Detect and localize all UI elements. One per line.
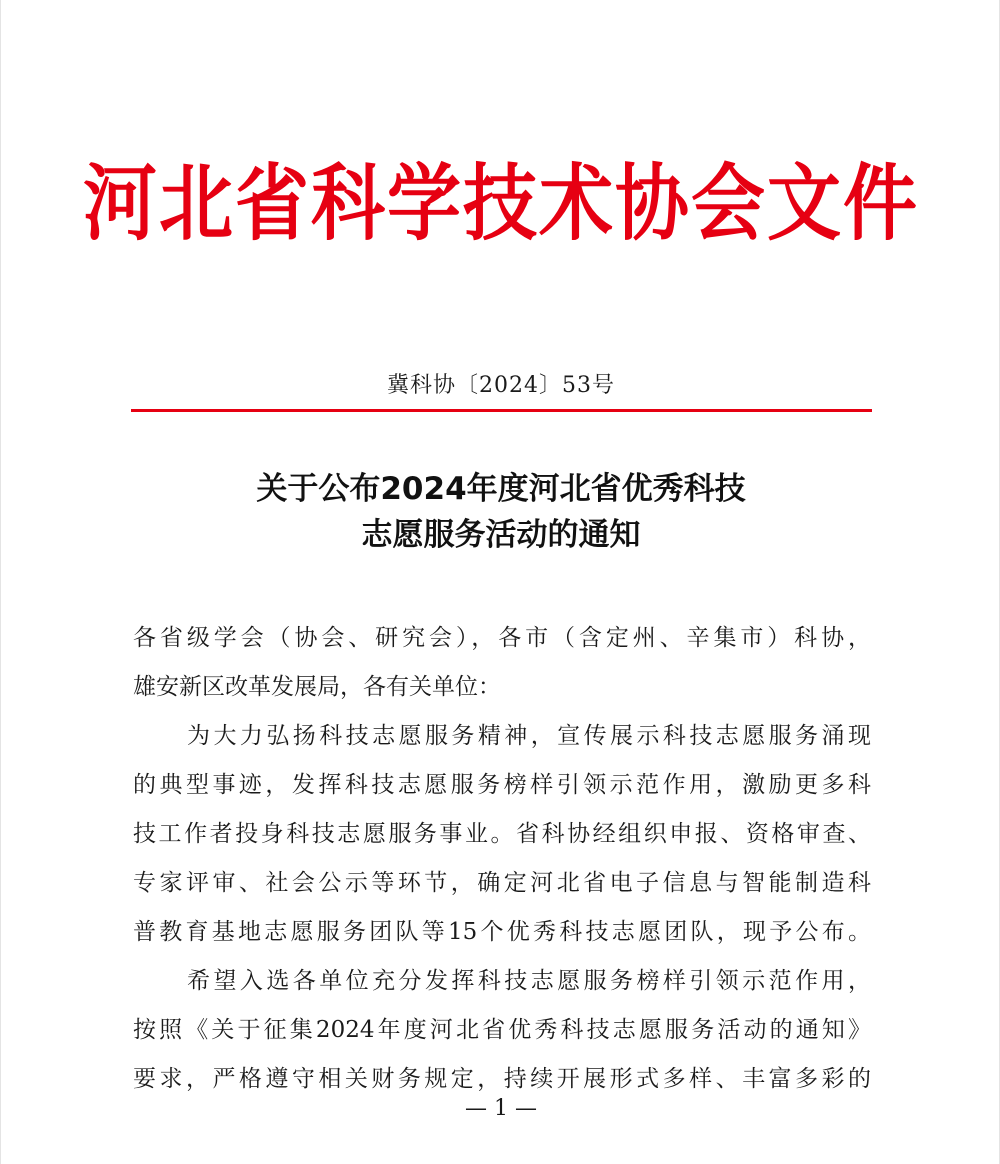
body-line-paragraph-1-5: 普教育基地志愿服务团队等15个优秀科技志愿团队，现予公布。 [133,919,871,945]
notice-title [1,466,1000,558]
document-number: 冀科协〔2024〕53号 [387,373,615,398]
notice-title-line-1: 关于公布2024年度河北省优秀科技 [256,471,746,507]
body-line-paragraph-1-1: 为大力弘扬科技志愿服务精神，宣传展示科技志愿服务涌现 [187,723,871,749]
body-line-paragraph-2-3: 要求，严格遵守相关财务规定，持续开展形式多样、丰富多彩的 [133,1066,871,1092]
body-line-paragraph-2-1: 希望入选各单位充分发挥科技志愿服务榜样引领示范作用， [187,968,871,994]
notice-title-line-2: 志愿服务活动的通知 [361,517,641,553]
notice-body [133,614,871,1104]
body-line-paragraph-1-4: 专家评审、社会公示等环节，确定河北省电子信息与智能制造科 [133,870,871,896]
red-divider-line [131,409,872,412]
body-line-paragraph-1-2: 的典型事迹，发挥科技志愿服务榜样引领示范作用，激励更多科 [133,772,871,798]
masthead-title: 河北省科学技术协会文件 [83,155,919,252]
body-line-recipients-2: 雄安新区改革发展局，各有关单位： [133,674,501,700]
body-line-recipients-1: 各省级学会（协会、研究会），各市（含定州、辛集市）科协， [133,625,871,651]
body-line-paragraph-1-3: 技工作者投身科技志愿服务事业。省科协经组织申报、资格审查、 [133,821,871,847]
body-line-paragraph-2-2: 按照《关于征集2024年度河北省优秀科技志愿服务活动的通知》 [133,1017,871,1043]
page-number: — 1 — [465,1096,537,1121]
